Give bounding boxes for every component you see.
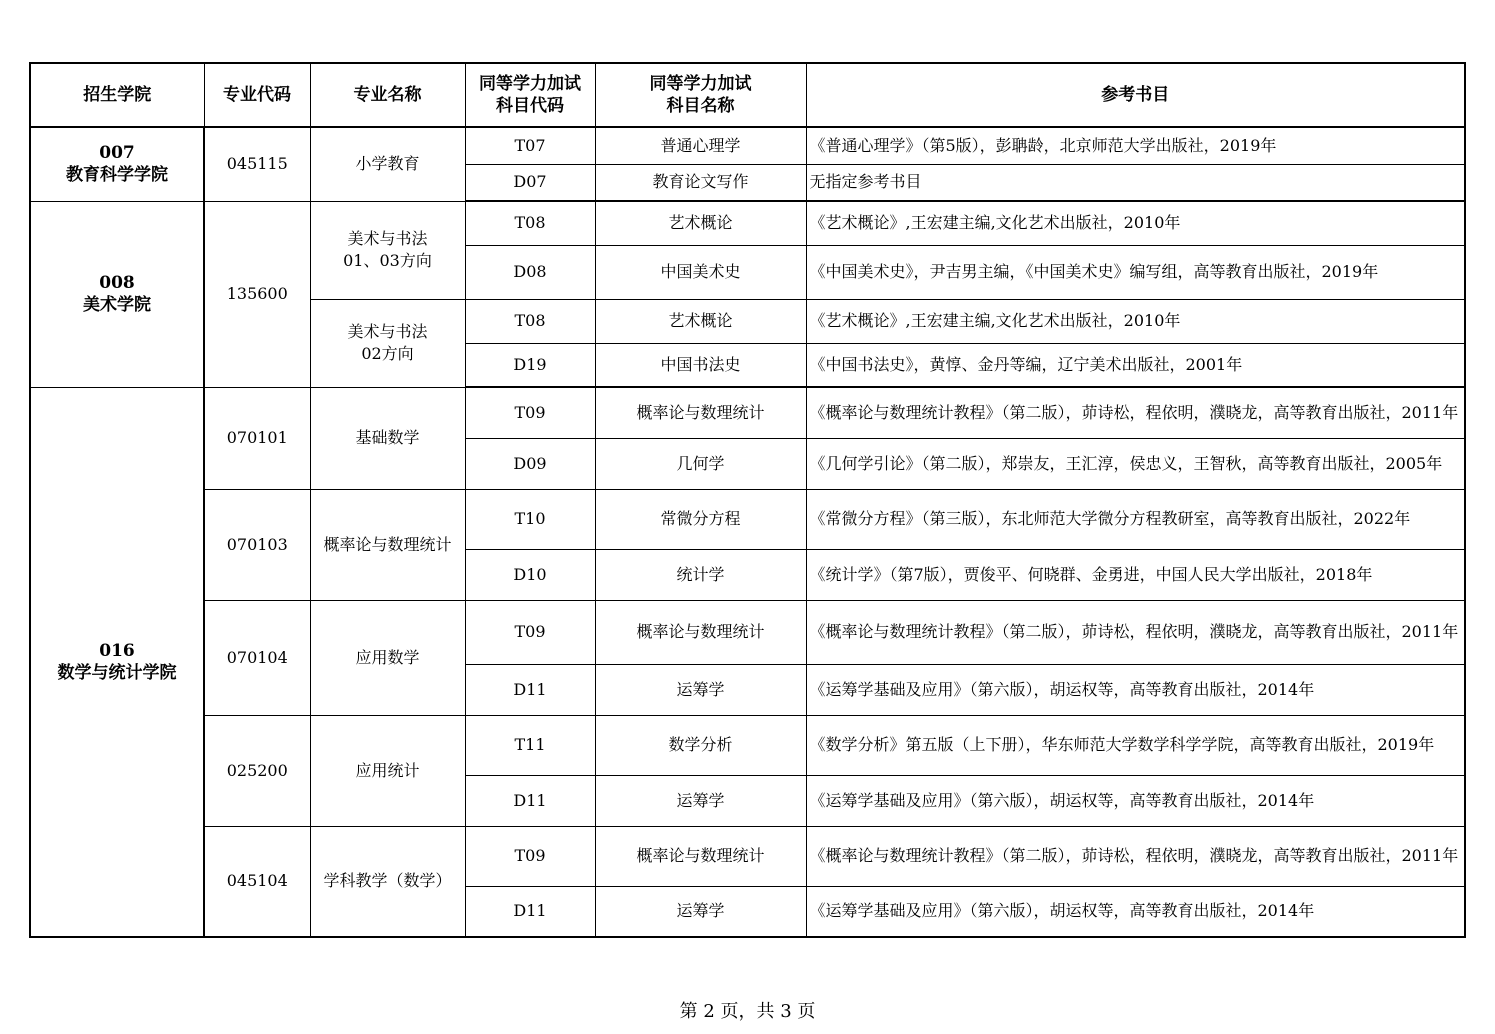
reference-book-cell: 《概率论与数理统计教程》（第二版），茆诗松，程依明，濮晓龙，高等教育出版社，2011年	[806, 600, 1465, 664]
subject-code-cell: D08	[465, 245, 595, 299]
subject-code-cell: T07	[465, 127, 595, 164]
header-exam-name-line-1: 同等学力加试	[649, 74, 752, 94]
reference-book-cell: 《中国书法史》，黄惇、金丹等编，辽宁美术出版社，2001年	[806, 343, 1465, 387]
table-row	[30, 826, 1465, 886]
major-code-cell: 045115	[204, 127, 310, 201]
header-exam-code-line-1: 同等学力加试	[479, 74, 581, 94]
table-row	[30, 489, 1465, 549]
major-name-line: 02方向	[361, 344, 414, 363]
major-code-cell: 025200	[204, 715, 310, 826]
subject-code-cell: D09	[465, 438, 595, 489]
reference-book-cell: 《中国美术史》，尹吉男主编，《中国美术史》编写组，高等教育出版社，2019年	[806, 245, 1465, 299]
college-name: 美术学院	[83, 295, 151, 315]
reference-book-cell: 《概率论与数理统计教程》（第二版），茆诗松，程依明，濮晓龙，高等教育出版社，2011年	[806, 387, 1465, 438]
college-cell	[30, 201, 204, 387]
reference-book-cell: 《概率论与数理统计教程》（第二版），茆诗松，程依明，濮晓龙，高等教育出版社，2011年	[806, 826, 1465, 886]
table-row	[30, 201, 1465, 245]
subject-code-cell: D10	[465, 549, 595, 600]
subject-name-cell: 教育论文写作	[595, 164, 806, 201]
reference-book-table	[29, 62, 1466, 938]
subject-name-cell: 普通心理学	[595, 127, 806, 164]
subject-code-cell: D11	[465, 886, 595, 937]
subject-name-cell: 艺术概论	[595, 299, 806, 343]
header-reference: 参考书目	[806, 63, 1465, 127]
college-code: 008	[99, 273, 135, 293]
page-footer: 第 2 页，共 3 页	[679, 1001, 816, 1022]
subject-code-cell: T11	[465, 715, 595, 775]
major-code-cell: 135600	[204, 201, 310, 387]
subject-code-cell: D19	[465, 343, 595, 387]
subject-name-cell: 统计学	[595, 549, 806, 600]
major-name-cell	[310, 299, 465, 387]
college-code: 016	[99, 640, 135, 661]
major-name-line: 01、03方向	[343, 251, 432, 270]
subject-code-cell: T08	[465, 201, 595, 245]
college-name: 教育科学学院	[66, 165, 168, 186]
major-code-cell: 070103	[204, 489, 310, 600]
subject-name-cell: 中国美术史	[595, 245, 806, 299]
reference-book-cell: 《运筹学基础及应用》（第六版），胡运权等，高等教育出版社，2014年	[806, 886, 1465, 937]
subject-name-cell: 艺术概论	[595, 201, 806, 245]
subject-code-cell: D11	[465, 664, 595, 715]
subject-code-cell: T10	[465, 489, 595, 549]
subject-name-cell: 运筹学	[595, 775, 806, 826]
subject-name-cell: 中国书法史	[595, 343, 806, 387]
major-name-line: 美术与书法	[347, 322, 428, 341]
reference-book-cell: 《数学分析》第五版（上下册），华东师范大学数学科学学院，高等教育出版社，2019年	[806, 715, 1465, 775]
subject-name-cell: 常微分方程	[595, 489, 806, 549]
table-row	[30, 715, 1465, 775]
header-major-code: 专业代码	[204, 63, 310, 127]
major-code-cell: 070101	[204, 387, 310, 489]
subject-name-cell: 概率论与数理统计	[595, 826, 806, 886]
subject-code-cell: T09	[465, 826, 595, 886]
major-name-cell: 概率论与数理统计	[310, 489, 465, 600]
header-exam-code-line-2: 科目代码	[496, 96, 564, 116]
subject-code-cell: T09	[465, 387, 595, 438]
reference-book-cell: 《运筹学基础及应用》（第六版），胡运权等，高等教育出版社，2014年	[806, 775, 1465, 826]
header-college: 招生学院	[30, 63, 204, 127]
major-name-cell: 应用数学	[310, 600, 465, 715]
subject-name-cell: 概率论与数理统计	[595, 600, 806, 664]
reference-book-cell: 《普通心理学》（第5版），彭聃龄，北京师范大学出版社，2019年	[806, 127, 1465, 164]
subject-code-cell: T08	[465, 299, 595, 343]
college-code: 007	[99, 143, 135, 164]
subject-code-cell: D07	[465, 164, 595, 201]
college-cell	[30, 387, 204, 937]
reference-book-cell: 《常微分方程》（第三版），东北师范大学微分方程教研室，高等教育出版社，2022年	[806, 489, 1465, 549]
header-major-name: 专业名称	[310, 63, 465, 127]
table-row	[30, 127, 1465, 164]
subject-code-cell: D11	[465, 775, 595, 826]
subject-name-cell: 几何学	[595, 438, 806, 489]
header-exam-name	[595, 63, 806, 127]
subject-name-cell: 运筹学	[595, 664, 806, 715]
table-row	[30, 387, 1465, 438]
subject-code-cell: T09	[465, 600, 595, 664]
major-name-line: 美术与书法	[347, 229, 428, 248]
table-header-row	[30, 63, 1465, 127]
reference-book-cell: 无指定参考书目	[806, 164, 1465, 201]
header-exam-code	[465, 63, 595, 127]
subject-name-cell: 数学分析	[595, 715, 806, 775]
table-row	[30, 600, 1465, 664]
college-cell	[30, 127, 204, 201]
college-name: 数学与统计学院	[57, 662, 177, 683]
reference-book-cell: 《艺术概论》,王宏建主编,文化艺术出版社，2010年	[806, 299, 1465, 343]
header-exam-name-line-2: 科目名称	[666, 96, 735, 116]
major-name-cell: 基础数学	[310, 387, 465, 489]
major-name-cell	[310, 201, 465, 299]
major-name-cell: 应用统计	[310, 715, 465, 826]
reference-book-cell: 《几何学引论》（第二版），郑崇友，王汇淳，侯忠义，王智秋，高等教育出版社，2005年	[806, 438, 1465, 489]
subject-name-cell: 运筹学	[595, 886, 806, 937]
reference-book-cell: 《艺术概论》,王宏建主编,文化艺术出版社，2010年	[806, 201, 1465, 245]
major-code-cell: 070104	[204, 600, 310, 715]
major-name-cell: 小学教育	[310, 127, 465, 201]
subject-name-cell: 概率论与数理统计	[595, 387, 806, 438]
reference-book-cell: 《运筹学基础及应用》（第六版），胡运权等，高等教育出版社，2014年	[806, 664, 1465, 715]
major-code-cell: 045104	[204, 826, 310, 937]
reference-book-cell: 《统计学》（第7版），贾俊平、何晓群、金勇进，中国人民大学出版社，2018年	[806, 549, 1465, 600]
major-name-cell: 学科教学（数学）	[310, 826, 465, 937]
